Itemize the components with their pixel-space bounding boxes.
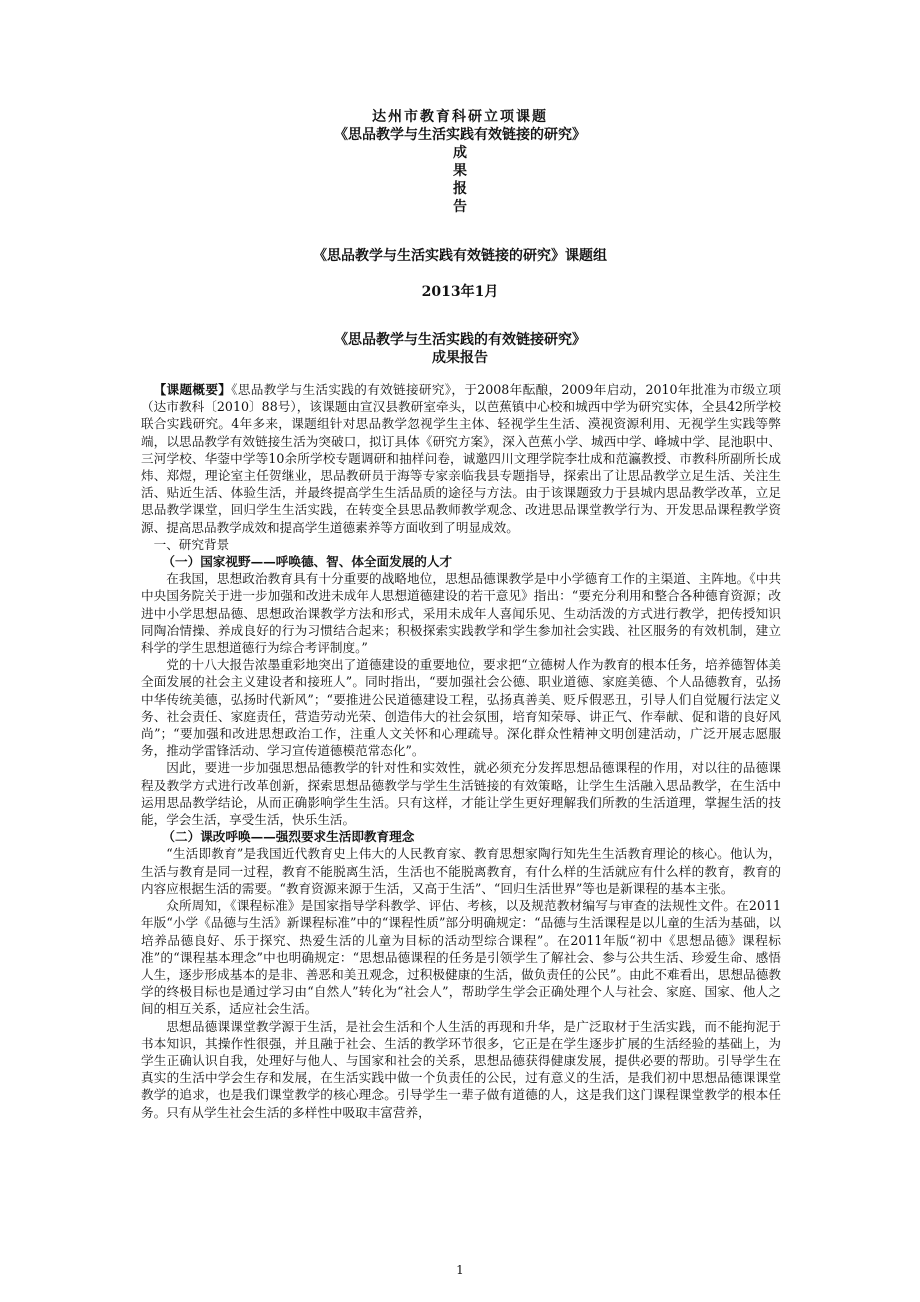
report-body [141, 381, 781, 1121]
paragraph-3: 因此，要进一步加强思想品德教学的针对性和实效性，就必须充分发挥思想品德课程的作用，对以往的品德课程及教学方式进行改革创新，探索思想品德教学与学生生活链接的有效策略，让学生生活融入思品教学，在生活中运用思品教学结论，从而正确影响学生生活。只有这样，才能让学生更好理解我们所教的生活道理，掌握生活的技能，学会生活，享受生活，快乐生活。 [141, 760, 781, 828]
cover-date: 2013年1月 [421, 284, 499, 300]
paragraph-2: 党的十八大报告浓墨重彩地突出了道德建设的重要地位，要求把“立德树人作为教育的根本任务，培养德智体美全面发展的社会主义建设者和接班人”。同时指出，“要加强社会公德、职业道德、家庭美德、个人品德教育，弘扬中华传统美德，弘扬时代新风”；“要推进公民道德建设工程，弘扬真善美、贬斥假恶丑，引导人们自觉履行法定义务、社会责任、家庭责任，营造劳动光荣、创造伟大的社会氛围，培育知荣辱、讲正气、作奉献、促和谐的良好风尚”；“要加强和改进思想政治工作，注重人文关怀和心理疏导。深化群众性精神文明创建活动，广泛开展志愿服务，推动学雷锋活动、学习宣传道德模范常态化”。 [141, 657, 781, 759]
subsection-heading-2: （二）课改呼唤——强烈要求生活即教育理念 [162, 829, 415, 845]
report-title-block [0, 331, 920, 367]
paragraph-4: “生活即教育”是我国近代教育史上伟大的人民教育家、教育思想家陶行知先生生活教育理论的核心。他认为，生活与教育是同一过程，教育不能脱离生活，生活也不能脱离教育，有什么样的生活就应有什么样的教育，教育的内容应根据生活的需要。“教育资源来源于生活，又高于生活”、“回归生活世界”等也是新课程的基本主张。 [141, 846, 781, 896]
paragraph-1: 在我国，思想政治教育具有十分重要的战略地位，思想品德课教学是中小学德育工作的主渠道、主阵地。《中共中央国务院关于进一步加强和改进未成年人思想道德建设的若干意见》指出：“要充分利用和整合各种德育资源；改进中小学思想品德、思想政治课教学方法和形式，采用未成年人喜闻乐见、生动活泼的方式进行教学，把传授知识同陶冶情操、养成良好的行为习惯结合起来；积极探索实践教学和学生参加社会实践、社区服务的有效机制，建立科学的学生思想道德行为综合考评制度。” [141, 571, 781, 656]
cover-vertical-char-1: 成 [453, 145, 467, 161]
cover-group: 《思品教学与生活实践有效链接的研究》课题组 [313, 248, 607, 264]
cover-block [0, 108, 920, 216]
paragraph-6: 思想品德课课堂教学源于生活，是社会生活和个人生活的再现和升华，是广泛取材于生活实践，而不能拘泥于书本知识，其操作性很强，并且融于社会、生活的教学环节很多，它正是在学生逐步扩展的生活经验的基础上，为学生正确认识自我，处理好与他人、与国家和社会的关系，思想品德获得健康发展，提供必要的帮助。引导学生在真实的生活中学会生存和发展，在生活实践中做一个负责任的公民，过有意义的生活，是我们初中思想品德课课堂教学的追求，也是我们课堂教学的核心理念。引导学生一辈子做有道德的人，这是我们这门课程课堂教学的根本任务。只有从学生社会生活的多样性中吸取丰富营养， [141, 1018, 781, 1120]
overview-paragraph [141, 381, 781, 536]
overview-text: 《思品教学与生活实践的有效链接研究》，于2008年酝酿，2009年启动，2010年批准为市级立项（达市教科〔2010〕88号），该课题由宣汉县教研室牵头，以芭蕉镇中心校和城西中学为研究实体，全县42所学校联合实践研究。4年多来，课题组针对思品教学忽视学生主体、轻视学生生活、漠视资源利用、无视学生实践等弊端，以思品教学有效链接生活为突破口，拟订具体《研究方案》，深入芭蕉小学、城西中学、峰城中学、昆池职中、三河学校、华蓥中学等10余所学校专题调研和抽样问卷，诚邀四川文理学院李壮成和范瀛教授、市教科所副所长成炜、郑煜，理论室主任贺继业，思品教研员于海等专家亲临我县专题指导，探索出了让思品教学立足生活、关注生活、贴近生活、体验生活，并最终提高学生生活品质的途径与方法。由于该课题致力于县城内思品教学改革，立足思品教学课堂，回归学生生活实践，在转变全县思品教师教学观念、改进思品课堂教学行为、开发思品课程教学资源、提高思品教学成效和提高学生道德素养等方面收到了明显成效。 [141, 382, 782, 535]
paragraph-5: 众所周知，《课程标准》是国家指导学科教学、评估、考核，以及规范教材编写与审查的法规性文件。在2011年版“小学《品德与生活》新课程标准”中的“课程性质”部分明确规定：“品德与生活课程是以儿童的生活为基础，以培养品德良好、乐于探究、热爱生活的儿童为目标的活动型综合课程”。在2011年版“初中《思想品德》课程标准”的“课程基本理念”中也明确规定：“思想品德课程的任务是引领学生了解社会、参与公共生活、珍爱生命、感悟人生，逐步形成基本的是非、善恶和美丑观念，过积极健康的生活，做负责任的公民”。由此不难看出，思想品德教学的终极目标也是通过学习由“自然人”转化为“社会人”，帮助学生学会正确处理个人与社会、家庭、国家、他人之间的相互关系，适应社会生活。 [141, 898, 781, 1017]
cover-project-line: 达州市教育科研立项课题 [372, 109, 548, 125]
report-subtitle: 成果报告 [432, 350, 488, 366]
cover-project-title: 《思品教学与生活实践有效链接的研究》 [334, 127, 586, 143]
report-title: 《思品教学与生活实践的有效链接研究》 [334, 332, 586, 348]
overview-label: 【课题概要】 [153, 382, 232, 397]
cover-vertical-char-4: 告 [453, 199, 467, 215]
subsection-heading-1: （一）国家视野——呼唤德、智、体全面发展的人才 [162, 554, 453, 570]
page-number: 1 [456, 1263, 464, 1277]
cover-vertical-char-3: 报 [453, 181, 467, 197]
cover-vertical-char-2: 果 [453, 163, 467, 179]
section-heading-1: 一、研究背景 [153, 536, 230, 552]
